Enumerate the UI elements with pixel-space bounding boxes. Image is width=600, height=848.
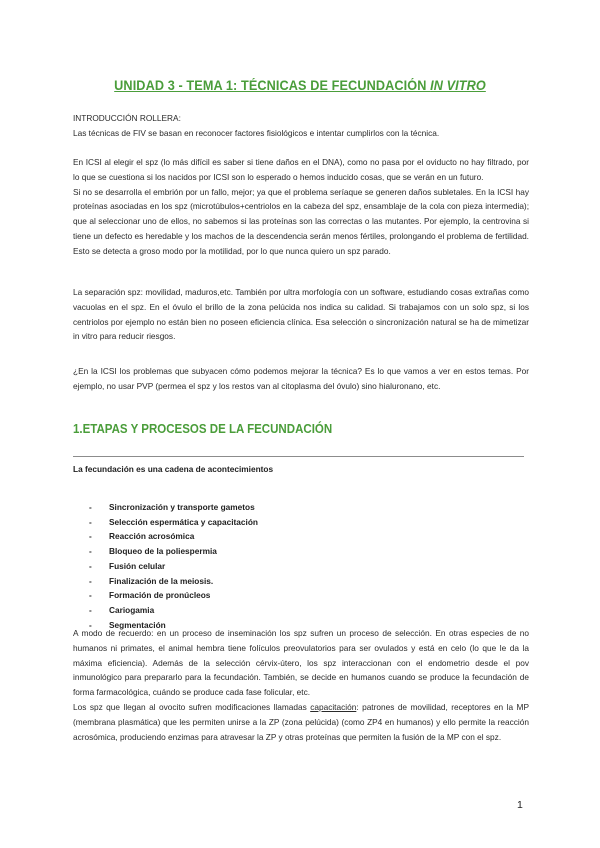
fecundacion-steps-list: [89, 500, 258, 632]
paragraph-recuerdo: A modo de recuerdo: en un proceso de inseminación los spz sufren un proceso de selección. En otras especies de no humanos ni primates, el animal hembra tiene folículos preovulatorios para ser ovulados y está en celo (lo que le da la máxima eficiencia). Además de la selección cérvix-útero, los spz interaccionan con el endometrio desde el pov inmunológico para prepararlo para la fecundación. También, se decide en humanos cuando se produce la fecundación de forma farmacológica, cuándo se produce cada fase folicular, etc.: [73, 628, 529, 698]
list-dash: -: [89, 546, 92, 557]
list-item-text: Reacción acrosómica: [109, 531, 195, 542]
document-title: [18, 78, 582, 93]
separacion-block: [73, 285, 529, 344]
intro-line: Las técnicas de FIV se basan en reconocer factores fisiológicos e intentar cumplirlos con la técnica.: [73, 127, 440, 138]
list-dash: -: [89, 604, 92, 615]
list-dash: -: [89, 502, 92, 512]
title-main: UNIDAD 3 - TEMA 1: TÉCNICAS DE FECUNDACIÓN: [114, 78, 431, 93]
paragraph-ovocito: [73, 700, 529, 744]
list-item: [89, 500, 258, 515]
paragraph-icsi-2: Si no se desarrolla el embrión por un fallo, mejor; ya que el problema seríaque se generen daños subletales. En la ICSI hay proteínas asociadas en los spz (microtúbulos+centriolos en la cabeza del spz, ensamblaje de la cola con pieza intermedia); que al seleccionar uno de ellos, no sabemos si las proteínas son las correctas o las mutantes. Por ejemplo, la centrovina si tiene un defecto es heredable y los machos de la descendencia serán menos fértiles, prolongando el problema de fertilidad. Esto se detecta a groso modo por la motilidad, por lo que nunca quiero un spz parado.: [73, 186, 529, 256]
list-item-text: Finalización de la meiosis.: [109, 575, 214, 586]
icsi-block: [73, 155, 529, 259]
capacitacion-term: capacitación: [310, 701, 357, 712]
horizontal-rule: [73, 456, 524, 457]
list-item: [89, 529, 258, 544]
list-dash: -: [89, 516, 92, 527]
section-heading: 1.ETAPAS Y PROCESOS DE LA FECUNDACIÓN: [73, 421, 333, 436]
intro-block: [73, 111, 529, 141]
list-item: [89, 559, 258, 574]
ovocito-pre: Los spz que llegan al ovocito sufren modificaciones llamadas: [73, 701, 311, 712]
list-item-text: Cariogamia: [109, 604, 155, 615]
list-item-text: Sincronización y transporte gametos: [109, 502, 255, 512]
list-item: [89, 574, 258, 589]
list-item: [89, 544, 258, 559]
list-item: [89, 603, 258, 618]
page-number: 1: [517, 799, 523, 811]
list-lead: La fecundación es una cadena de acontecimientos: [73, 464, 274, 474]
list-item-text: Fusión celular: [109, 560, 166, 571]
title-italic: IN VITRO: [430, 78, 486, 93]
list-dash: -: [89, 590, 92, 601]
list-dash: -: [89, 575, 92, 586]
list-item: [89, 515, 258, 530]
list-dash: -: [89, 531, 92, 542]
list-item-text: Formación de pronúcleos: [109, 590, 211, 601]
list-item-text: Bloqueo de la poliespermia: [109, 546, 217, 557]
list-item-text: Segmentación: [109, 619, 166, 630]
ovocito-post: : patrones de movilidad, receptores en la MP (membrana plasmática) que les permiten unirse a la ZP (zona pelúcida) (como ZP4 en humanos) y ello permite la reacción acrosómica, produciendo enzimas para atravesar la ZP y otras proteínas que permiten la fusión de la MP con el spz.: [73, 701, 529, 742]
paragraph-pregunta: ¿En la ICSI los problemas que subyacen cómo podemos mejorar la técnica? Es lo que vamos a ver en estos temas. Por ejemplo, no usar PVP (permea el spz y los restos van al citoplasma del óvulo) sino hialuronano, etc.: [73, 366, 529, 391]
pregunta-block: [73, 364, 529, 394]
list-dash: -: [89, 560, 92, 571]
intro-heading: INTRODUCCIÓN ROLLERA:: [73, 113, 181, 123]
recuerdo-block: [73, 626, 529, 744]
paragraph-icsi-1: En ICSI al elegir el spz (lo más difícil es saber si tiene daños en el DNA), como no pasa por el oviducto no hay filtrado, por lo que se cuestiona si los nacidos por ICSI son lo esperado o hemos inducido cosas, que se verán en un futuro.: [73, 157, 529, 182]
list-item: [89, 588, 258, 603]
list-item-text: Selección espermática y capacitación: [109, 516, 258, 527]
paragraph-separacion: La separación spz: movilidad, maduros,etc. También por ultra morfología con un software, estudiando cosas extrañas como vacuolas en el spz. En el óvulo el brillo de la zona pelúcida nos indica su calidad. Si trabajamos con un solo spz, si los centriolos por ejemplo no están bien no poseen eficiencia clínica. Esa selección o sincronización natural se ha de mimetizar in vitro para reducir riesgos.: [73, 287, 529, 342]
list-dash: -: [89, 619, 92, 630]
